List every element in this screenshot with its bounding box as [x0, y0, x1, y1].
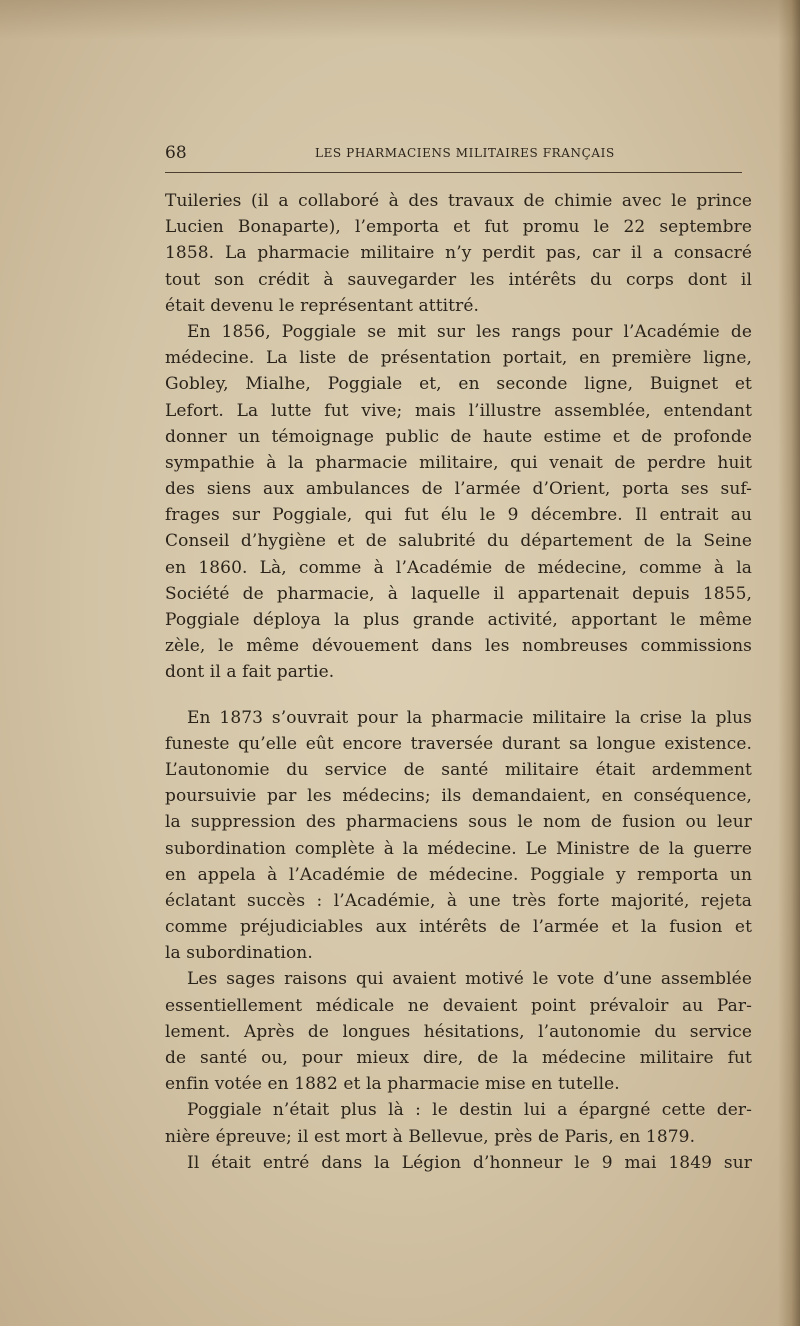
text-line: Société de pharmacie, à laquelle il appartenait depuis 1855,	[165, 583, 752, 604]
text-line: Les sages raisons qui avaient motivé le vote d’une assemblée	[187, 969, 752, 990]
page-top-shadow	[0, 0, 800, 40]
text-line: Lucien Bonaparte), l’emporta et fut promu le 22 septembre	[165, 217, 752, 238]
body-text	[165, 188, 757, 1176]
text-line: funeste qu’elle eût encore traversée durant sa longue existence.	[165, 733, 752, 754]
text-line: Poggiale n’était plus là : le destin lui a épargné cette der-	[187, 1100, 752, 1121]
text-line: Lefort. La lutte fut vive; mais l’illustre assemblée, entendant	[165, 400, 752, 421]
text-line: L’autonomie du service de santé militaire était ardemment	[165, 759, 752, 780]
text-line: Il était entré dans la Légion d’honneur le 9 mai 1849 sur	[187, 1152, 752, 1173]
text-line: Tuileries (il a collaboré à des travaux de chimie avec le prince	[165, 191, 752, 211]
text-line: Conseil d’hygiène et de salubrité du département de la Seine	[165, 531, 752, 552]
text-line: comme préjudiciables aux intérêts de l’armée et la fusion et	[165, 917, 752, 938]
text-line: poursuivie par les médecins; ils demandaient, en conséquence,	[165, 786, 752, 807]
text-line: tout son crédit à sauvegarder les intérêts du corps dont il	[165, 269, 752, 290]
text-line: éclatant succès : l’Académie, à une très forte majorité, rejeta	[165, 890, 752, 911]
text-line: lement. Après de longues hésitations, l’autonomie du service	[165, 1021, 752, 1042]
text-line: de santé ou, pour mieux dire, de la médecine militaire fut	[165, 1048, 752, 1068]
text-line: en 1860. Là, comme à l’Académie de médecine, comme à la	[165, 557, 752, 578]
text-line: En 1856, Poggiale se mit sur les rangs pour l’Académie de	[187, 321, 752, 342]
text-line: Poggiale déploya la plus grande activité, apportant le même	[165, 610, 752, 630]
paragraph-gap	[165, 686, 757, 705]
text-line: subordination complète à la médecine. Le Ministre de la guerre	[165, 838, 752, 859]
text-line: en appela à l’Académie de médecine. Poggiale y remporta un	[165, 864, 752, 885]
text-line: nière épreuve; il est mort à Bellevue, près de Paris, en 1879.	[165, 1126, 696, 1147]
text-line: En 1873 s’ouvrait pour la pharmacie militaire la crise la plus	[187, 707, 752, 728]
text-line: était devenu le représentant attitré.	[165, 295, 480, 316]
text-line: Gobley, Mialhe, Poggiale et, en seconde ligne, Buignet et	[165, 374, 752, 395]
text-line: enfin votée en 1882 et la pharmacie mise en tutelle.	[165, 1074, 620, 1095]
text-line: la subordination.	[165, 943, 313, 964]
text-line: sympathie à la pharmacie militaire, qui venait de perdre huit	[165, 452, 752, 473]
page-binding-shadow	[778, 0, 800, 1326]
text-line: 1858. La pharmacie militaire n’y perdit pas, car il a consacré	[165, 243, 752, 264]
text-line: essentiellement médicale ne devaient point prévaloir au Par-	[165, 995, 752, 1016]
text-line: frages sur Poggiale, qui fut élu le 9 décembre. Il entrait au	[165, 505, 752, 526]
text-line: la suppression des pharmaciens sous le nom de fusion ou leur	[165, 812, 752, 833]
text-line: donner un témoignage public de haute estime et de profonde	[165, 426, 752, 447]
text-line: des siens aux ambulances de l’armée d’Orient, porta ses suf-	[165, 479, 752, 500]
page-number: 68	[165, 143, 187, 163]
text-line: dont il a fait partie.	[165, 662, 335, 683]
text-line: médecine. La liste de présentation portait, en première ligne,	[165, 348, 752, 369]
header-rule	[165, 172, 742, 173]
running-title: LES PHARMACIENS MILITAIRES FRANÇAIS	[315, 146, 615, 160]
page-header	[165, 143, 743, 165]
text-line: zèle, le même dévouement dans les nombreuses commissions	[165, 636, 752, 657]
